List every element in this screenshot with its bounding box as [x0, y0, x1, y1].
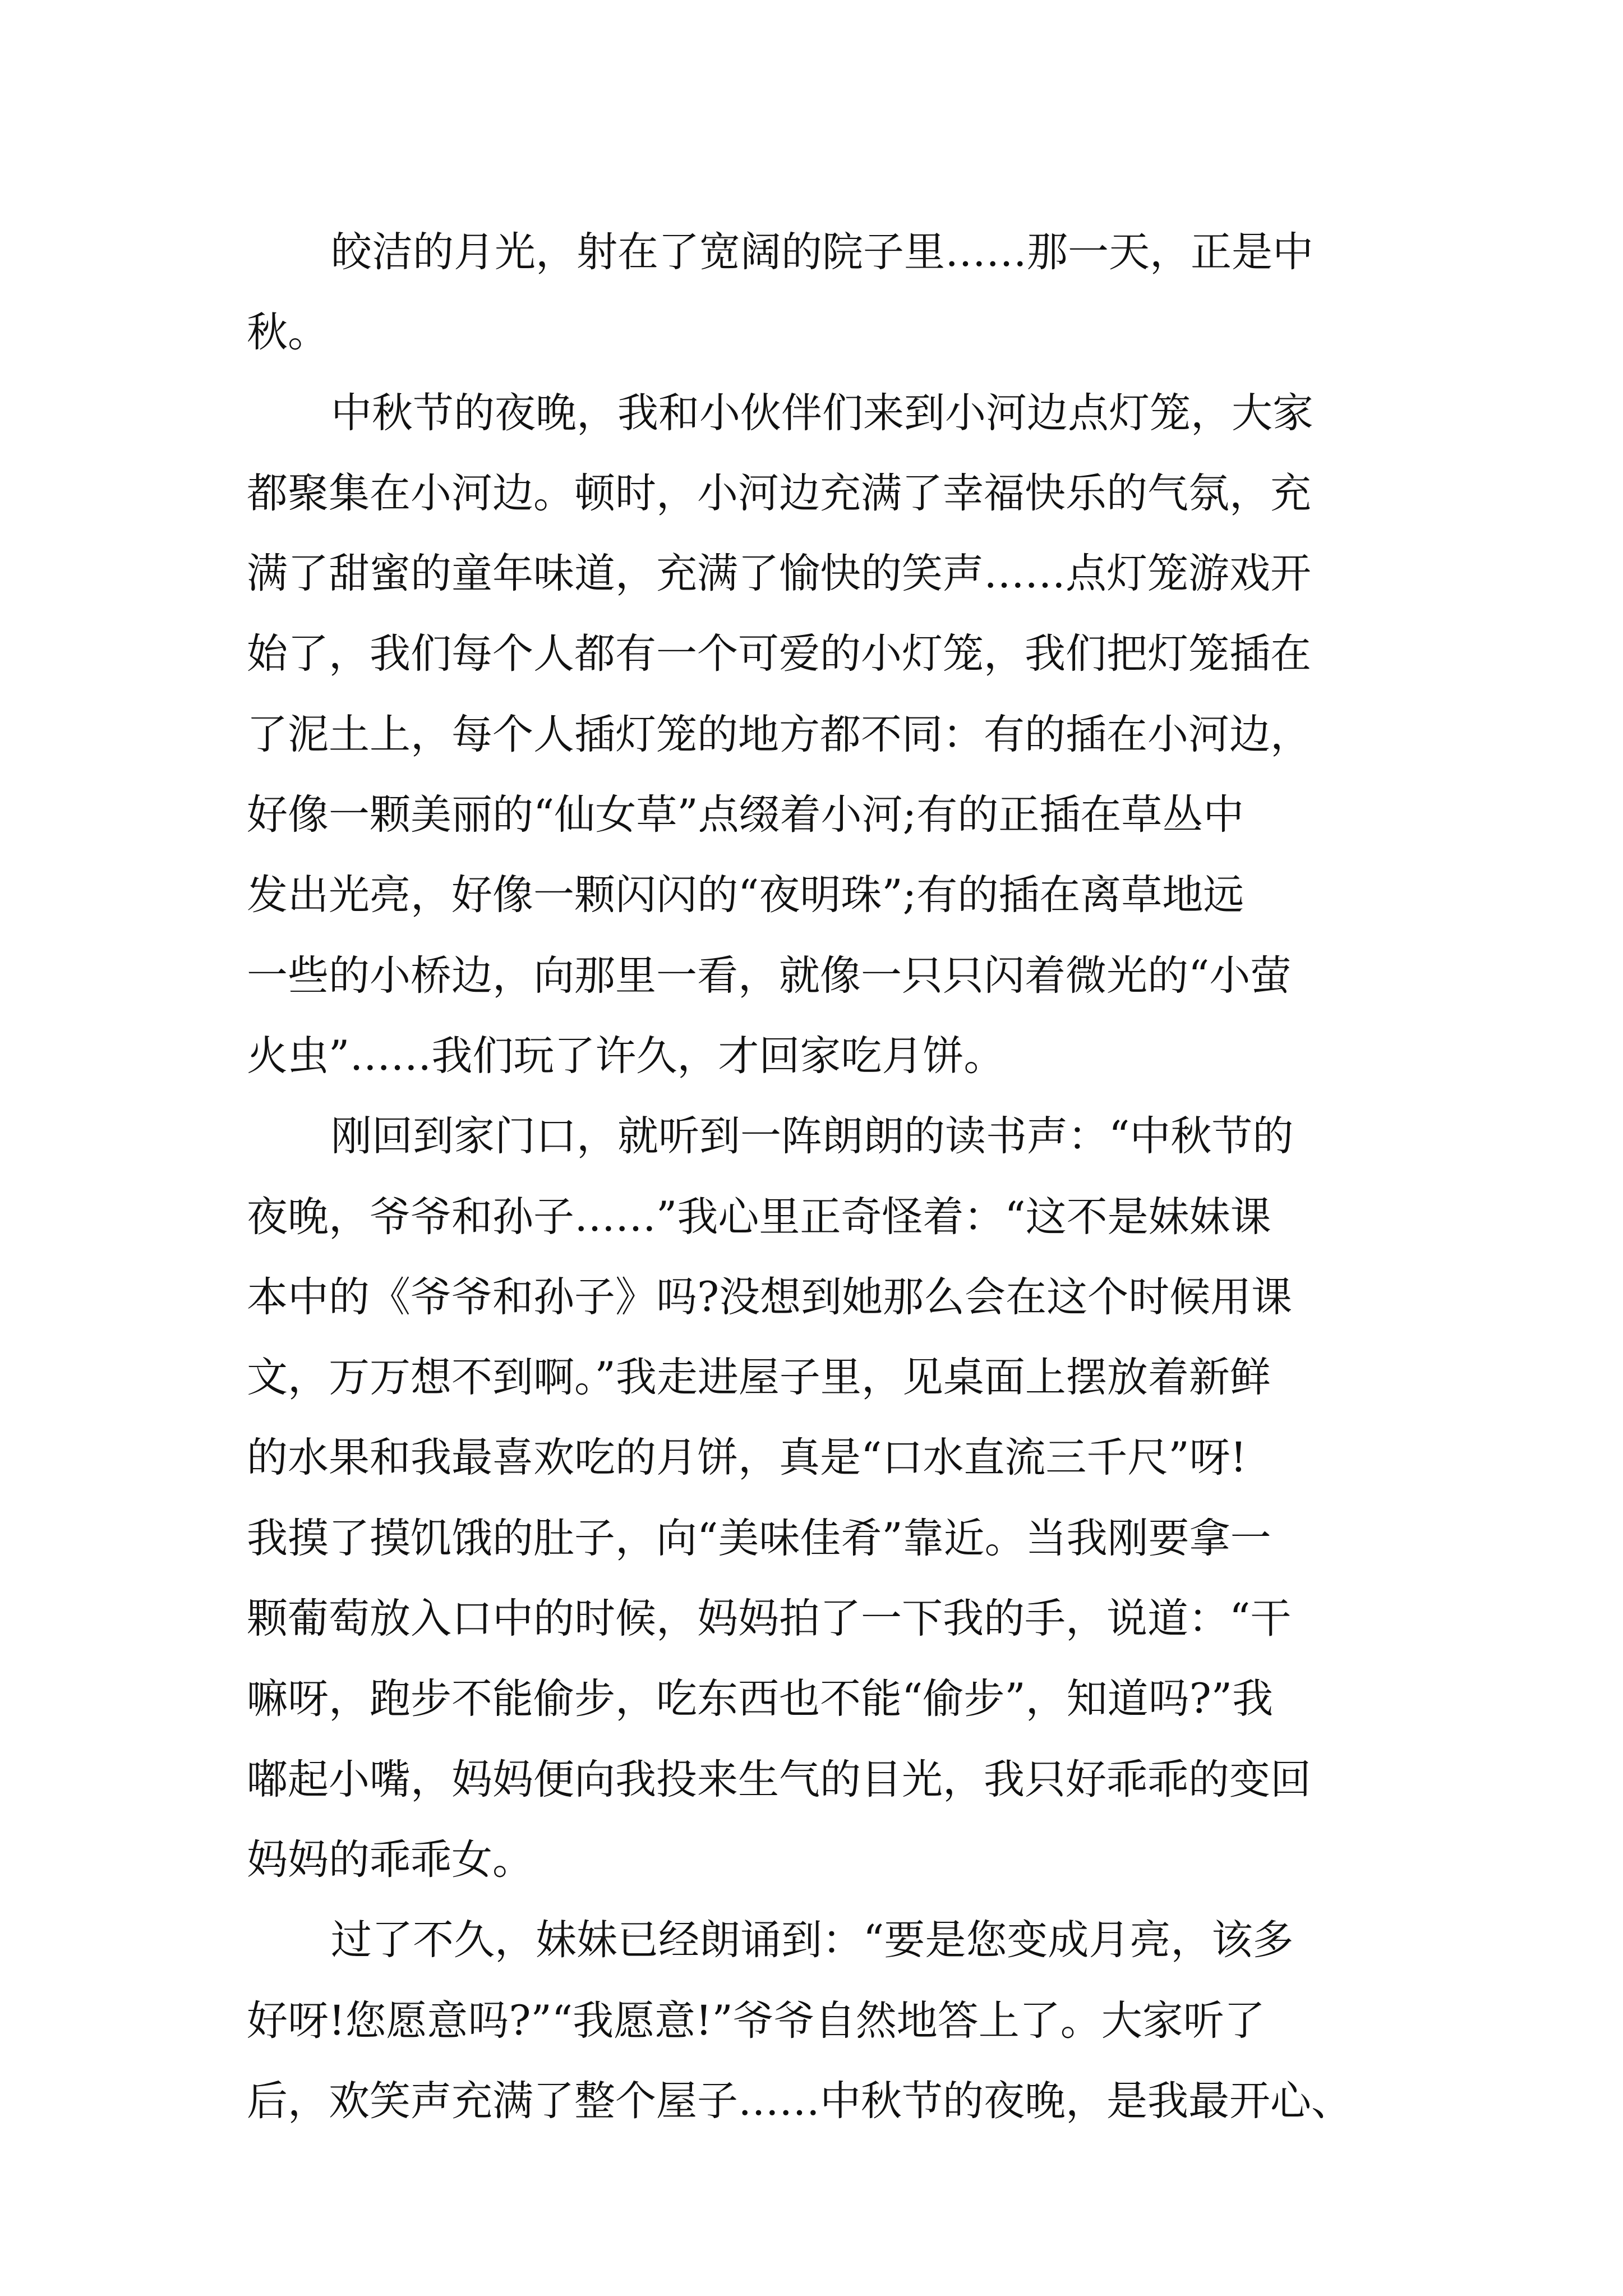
paragraph [247, 373, 1380, 1097]
paragraph [247, 1096, 1380, 1900]
text-line: 中秋节的夜晚，我和小伙伴们来到小河边点灯笼，大家 [331, 389, 1313, 437]
text-line: 夜晚，爷爷和孙子……”我心里正奇怪着：“这不是妹妹课 [247, 1193, 1271, 1241]
text-line: 颗葡萄放入口中的时候，妈妈拍了一下我的手，说道：“干 [247, 1595, 1292, 1643]
text-line: 后，欢笑声充满了整个屋子……中秋节的夜晚，是我最开心、 [247, 2077, 1352, 2125]
document-body [247, 212, 1380, 2141]
text-line: 皎洁的月光，射在了宽阔的院子里……那一天，正是中 [331, 228, 1313, 276]
text-line: 过了不久，妹妹已经朗诵到：“要是您变成月亮，该多 [331, 1916, 1294, 1964]
text-line: 我摸了摸饥饿的肚子，向“美味佳肴”靠近。当我刚要拿一 [247, 1514, 1271, 1562]
text-line: 都聚集在小河边。顿时，小河边充满了幸福快乐的气氛，充 [247, 469, 1311, 517]
text-line: 嘛呀，跑步不能偷步，吃东西也不能“偷步”，知道吗?”我 [247, 1675, 1274, 1723]
text-line: 好像一颗美丽的“仙女草”点缀着小河;有的正插在草丛中 [247, 791, 1244, 839]
paragraph [247, 212, 1380, 373]
text-line: 始了，我们每个人都有一个可爱的小灯笼，我们把灯笼插在 [247, 630, 1311, 678]
text-line: 的水果和我最喜欢吃的月饼，真是“口水直流三千尺”呀! [247, 1434, 1247, 1482]
text-line: 本中的《爷爷和孙子》吗?没想到她那么会在这个时候用课 [247, 1273, 1293, 1321]
text-line: 火虫”……我们玩了许久，才回家吃月饼。 [247, 1032, 1005, 1080]
text-line: 发出光亮，好像一颗闪闪的“夜明珠”;有的插在离草地远 [247, 871, 1244, 919]
paragraph [247, 1900, 1380, 2141]
text-line: 好呀!您愿意吗?”“我愿意!”爷爷自然地答上了。大家听了 [247, 1996, 1265, 2045]
text-line: 满了甜蜜的童年味道，充满了愉快的笑声……点灯笼游戏开 [247, 550, 1311, 598]
text-line: 了泥土上，每个人插灯笼的地方都不同：有的插在小河边， [247, 710, 1311, 758]
text-line: 刚回到家门口，就听到一阵朗朗的读书声：“中秋节的 [331, 1112, 1294, 1161]
text-line: 文，万万想不到啊。”我走进屋子里，见桌面上摆放着新鲜 [247, 1354, 1271, 1402]
text-line: 一些的小桥边，向那里一看，就像一只只闪着微光的“小萤 [247, 951, 1292, 1000]
text-line: 嘟起小嘴，妈妈便向我投来生气的目光，我只好乖乖的变回 [247, 1755, 1311, 1803]
text-line: 秋。 [247, 309, 329, 357]
text-line: 妈妈的乖乖女。 [247, 1835, 533, 1884]
